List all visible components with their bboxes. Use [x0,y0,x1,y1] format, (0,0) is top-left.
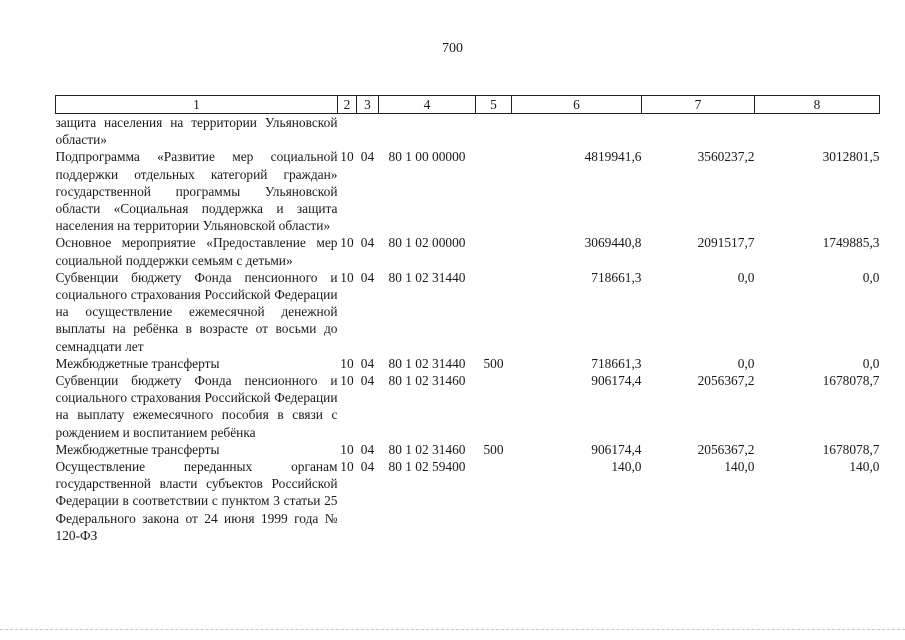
row-value-6: 3069440,8 [584,235,642,251]
row-value-8 [755,114,880,149]
row-vr [476,458,512,544]
row-csr: 80 1 02 00000 [388,235,466,251]
header-cell-8: 8 [755,96,880,114]
row-value-8: 0,0 [862,355,880,371]
row-vr: 500 [483,441,504,457]
table-row [56,114,880,149]
row-value-8: 1678078,7 [822,373,880,389]
row-rz: 10 [340,269,354,285]
table-row [56,355,880,372]
budget-table [55,95,880,544]
row-csr: 80 1 00 00000 [388,149,466,165]
row-value-6: 4819941,6 [584,149,642,165]
table-row [56,372,880,441]
header-cell-5: 5 [476,96,512,114]
row-name: Осуществление переданных органам государственной власти субъектов Российской Федерации в соответствии с пунктом 3 статьи 25 Федерального закона от 24 июня 1999 года № 120-ФЗ [55,459,338,543]
table-row [56,441,880,458]
row-rz: 10 [340,459,354,475]
header-cell-1: 1 [56,96,338,114]
table-row [56,458,880,544]
row-vr [476,269,512,355]
row-value-6: 906174,4 [591,373,642,389]
row-value-7: 2091517,7 [697,235,755,251]
row-vr: 500 [483,355,504,371]
row-pr: 04 [360,441,375,457]
row-name: Подпрограмма «Развитие мер социальной поддержки отдельных категорий граждан» государственной программы Ульяновской области «Социальная поддержка и защита населения на территории Ульяновской области» [55,149,338,234]
row-name: Межбюджетные трансферты [55,355,220,371]
row-value-7: 0,0 [737,269,755,285]
header-cell-6: 6 [512,96,642,114]
row-csr: 80 1 02 31460 [388,373,466,389]
row-rz: 10 [340,441,354,457]
row-rz: 10 [340,373,354,389]
row-value-6: 718661,3 [591,269,642,285]
row-pr: 04 [360,459,375,475]
row-pr: 04 [360,355,375,371]
row-rz: 10 [340,355,354,371]
row-csr: 80 1 02 59400 [388,459,466,475]
row-value-7: 3560237,2 [697,149,755,165]
row-value-7: 2056367,2 [697,373,755,389]
row-value-7: 140,0 [724,459,755,475]
row-value-7 [642,114,755,149]
row-name: Основное мероприятие «Предоставление мер социальной поддержки семьям с детьми» [55,235,338,268]
row-vr [476,148,512,234]
header-cell-4: 4 [379,96,476,114]
page-number: 700 [442,41,463,56]
row-name: Субвенции бюджету Фонда пенсионного и социального страхования Российской Федерации на выплату ежемесячного пособия в связи с рождением и воспитанием ребёнка [55,373,338,440]
row-value-8: 1678078,7 [822,441,880,457]
table-row [56,234,880,268]
table-row [56,269,880,355]
row-value-7: 2056367,2 [697,441,755,457]
row-vr [476,114,512,149]
row-value-8: 3012801,5 [822,149,880,165]
row-vr [476,234,512,268]
header-cell-3: 3 [357,96,379,114]
row-name: Субвенции бюджету Фонда пенсионного и социального страхования Российской Федерации на осуществление ежемесячной денежной выплаты на ребёнка в возрасте от восьми до семнадцати лет [55,269,338,354]
row-csr: 80 1 02 31460 [388,441,466,457]
row-pr: 04 [360,235,375,251]
table-row [56,148,880,234]
row-rz [338,114,357,149]
header-cell-2: 2 [338,96,357,114]
row-csr: 80 1 02 31440 [388,269,466,285]
row-csr: 80 1 02 31440 [388,355,466,371]
row-value-6: 906174,4 [591,441,642,457]
scan-edge-divider [0,629,905,632]
row-value-6: 718661,3 [591,355,642,371]
row-value-8: 1749885,3 [822,235,880,251]
row-value-6 [512,114,642,149]
row-csr [379,114,476,149]
row-name: защита населения на территории Ульяновской области» [55,115,338,148]
row-pr [357,114,379,149]
header-row [56,96,880,114]
row-value-7: 0,0 [737,355,755,371]
row-value-6: 140,0 [611,459,642,475]
row-pr: 04 [360,149,375,165]
row-rz: 10 [340,235,354,251]
row-name: Межбюджетные трансферты [55,441,220,457]
row-value-8: 0,0 [862,269,880,285]
row-rz: 10 [340,149,354,165]
row-pr: 04 [360,269,375,285]
header-cell-7: 7 [642,96,755,114]
row-vr [476,372,512,441]
row-value-8: 140,0 [849,459,880,475]
row-pr: 04 [360,373,375,389]
